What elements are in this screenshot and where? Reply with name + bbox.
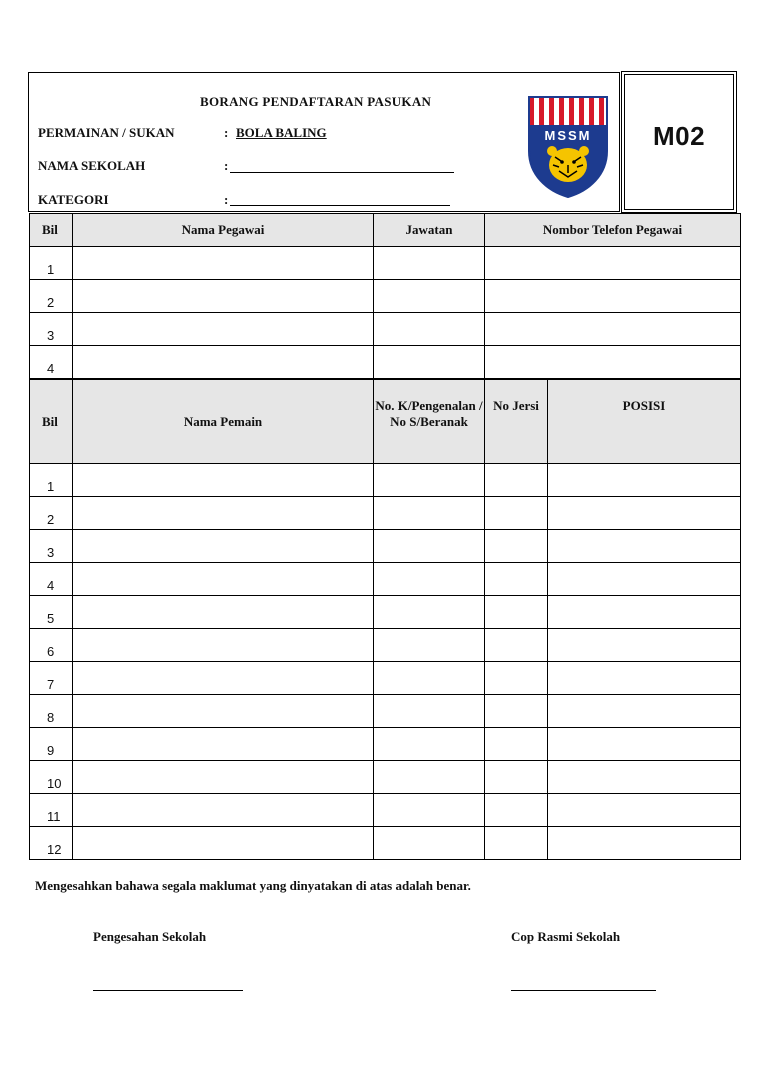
players-name-header: Nama Pemain	[73, 380, 374, 464]
player-id-cell[interactable]	[374, 827, 485, 860]
official-name-cell[interactable]	[73, 313, 374, 346]
row-number: 1	[30, 464, 73, 497]
player-jersey-cell[interactable]	[485, 497, 548, 530]
player-position-cell[interactable]	[548, 662, 741, 695]
row-number: 9	[30, 728, 73, 761]
official-phone-cell[interactable]	[485, 280, 741, 313]
player-name-cell[interactable]	[73, 596, 374, 629]
player-position-cell[interactable]	[548, 827, 741, 860]
table-row	[30, 728, 741, 761]
player-position-cell[interactable]	[548, 596, 741, 629]
player-id-cell[interactable]	[374, 464, 485, 497]
table-row	[30, 497, 741, 530]
player-position-cell[interactable]	[548, 629, 741, 662]
player-position-cell[interactable]	[548, 563, 741, 596]
table-row	[30, 827, 741, 860]
sport-value: BOLA BALING	[236, 125, 327, 140]
player-id-cell[interactable]	[374, 530, 485, 563]
player-jersey-cell[interactable]	[485, 827, 548, 860]
table-row	[30, 247, 741, 280]
player-position-cell[interactable]	[548, 497, 741, 530]
officials-name-header: Nama Pegawai	[73, 214, 374, 247]
player-jersey-cell[interactable]	[485, 464, 548, 497]
officials-position-header: Jawatan	[374, 214, 485, 247]
player-id-cell[interactable]	[374, 596, 485, 629]
player-id-cell[interactable]	[374, 761, 485, 794]
player-jersey-cell[interactable]	[485, 629, 548, 662]
row-number: 4	[30, 563, 73, 596]
row-number: 7	[30, 662, 73, 695]
official-phone-cell[interactable]	[485, 346, 741, 379]
official-position-cell[interactable]	[374, 247, 485, 280]
player-name-cell[interactable]	[73, 464, 374, 497]
official-position-cell[interactable]	[374, 346, 485, 379]
player-name-cell[interactable]	[73, 794, 374, 827]
row-number: 1	[30, 247, 73, 280]
category-colon: :	[224, 192, 229, 207]
official-position-cell[interactable]	[374, 280, 485, 313]
player-id-cell[interactable]	[374, 563, 485, 596]
category-field[interactable]	[230, 205, 450, 206]
player-jersey-cell[interactable]	[485, 695, 548, 728]
row-number: 11	[30, 794, 73, 827]
officials-phone-header: Nombor Telefon Pegawai	[485, 214, 741, 247]
players-header-row	[30, 380, 741, 464]
school-name-label: NAMA SEKOLAH	[38, 158, 146, 173]
sport-label: PERMAINAN / SUKAN	[38, 125, 175, 140]
table-row	[30, 695, 741, 728]
row-number: 6	[30, 629, 73, 662]
player-name-cell[interactable]	[73, 662, 374, 695]
school-name-field[interactable]	[230, 172, 454, 173]
players-position-header: POSISI	[548, 380, 741, 464]
player-name-cell[interactable]	[73, 497, 374, 530]
player-jersey-cell[interactable]	[485, 596, 548, 629]
officials-table	[29, 213, 741, 379]
row-number: 12	[30, 827, 73, 860]
players-bil-header: Bil	[30, 380, 73, 464]
player-position-cell[interactable]	[548, 530, 741, 563]
player-name-cell[interactable]	[73, 695, 374, 728]
table-row	[30, 464, 741, 497]
school-approval-signature-line[interactable]	[93, 990, 243, 991]
table-row	[30, 761, 741, 794]
table-row	[30, 662, 741, 695]
row-number: 3	[30, 313, 73, 346]
player-id-cell[interactable]	[374, 497, 485, 530]
player-name-cell[interactable]	[73, 629, 374, 662]
players-id-header: No. K/Pengenalan / No S/Beranak	[374, 380, 485, 464]
officials-header-row	[30, 214, 741, 247]
table-row	[30, 629, 741, 662]
player-position-cell[interactable]	[548, 761, 741, 794]
form-code-box	[621, 71, 737, 213]
player-position-cell[interactable]	[548, 695, 741, 728]
officials-bil-header: Bil	[30, 214, 73, 247]
player-id-cell[interactable]	[374, 695, 485, 728]
official-position-cell[interactable]	[374, 313, 485, 346]
table-row	[30, 563, 741, 596]
player-jersey-cell[interactable]	[485, 563, 548, 596]
row-number: 2	[30, 280, 73, 313]
row-number: 2	[30, 497, 73, 530]
category-label: KATEGORI	[38, 192, 109, 207]
mssm-logo	[525, 95, 611, 199]
sport-colon: :	[224, 125, 229, 140]
table-row	[30, 596, 741, 629]
player-jersey-cell[interactable]	[485, 728, 548, 761]
table-row	[30, 280, 741, 313]
table-row	[30, 794, 741, 827]
official-name-cell[interactable]	[73, 247, 374, 280]
player-name-cell[interactable]	[73, 827, 374, 860]
player-id-cell[interactable]	[374, 728, 485, 761]
player-id-cell[interactable]	[374, 794, 485, 827]
row-number: 5	[30, 596, 73, 629]
official-phone-cell[interactable]	[485, 313, 741, 346]
row-number: 3	[30, 530, 73, 563]
row-number: 10	[30, 761, 73, 794]
players-jersey-header: No Jersi	[485, 380, 548, 464]
player-id-cell[interactable]	[374, 662, 485, 695]
player-name-cell[interactable]	[73, 761, 374, 794]
player-jersey-cell[interactable]	[485, 530, 548, 563]
official-name-cell[interactable]	[73, 280, 374, 313]
table-row	[30, 313, 741, 346]
form-code: M02	[652, 121, 706, 151]
school-approval-label: Pengesahan Sekolah	[93, 929, 207, 944]
confirmation-statement: Mengesahkan bahawa segala maklumat yang dinyatakan di atas adalah benar.	[35, 878, 471, 893]
logo-text: MSSM	[544, 128, 592, 143]
row-number: 8	[30, 695, 73, 728]
player-id-cell[interactable]	[374, 629, 485, 662]
player-name-cell[interactable]	[73, 530, 374, 563]
row-number: 4	[30, 346, 73, 379]
official-name-cell[interactable]	[73, 346, 374, 379]
player-position-cell[interactable]	[548, 728, 741, 761]
official-stamp-signature-line[interactable]	[511, 990, 656, 991]
form-title: BORANG PENDAFTARAN PASUKAN	[200, 94, 432, 109]
official-stamp-label: Cop Rasmi Sekolah	[511, 929, 621, 944]
player-position-cell[interactable]	[548, 464, 741, 497]
players-table	[29, 379, 741, 860]
player-jersey-cell[interactable]	[485, 794, 548, 827]
school-name-colon: :	[224, 158, 229, 173]
player-name-cell[interactable]	[73, 728, 374, 761]
player-jersey-cell[interactable]	[485, 761, 548, 794]
table-row	[30, 530, 741, 563]
player-jersey-cell[interactable]	[485, 662, 548, 695]
official-phone-cell[interactable]	[485, 247, 741, 280]
table-row	[30, 346, 741, 379]
player-name-cell[interactable]	[73, 563, 374, 596]
player-position-cell[interactable]	[548, 794, 741, 827]
